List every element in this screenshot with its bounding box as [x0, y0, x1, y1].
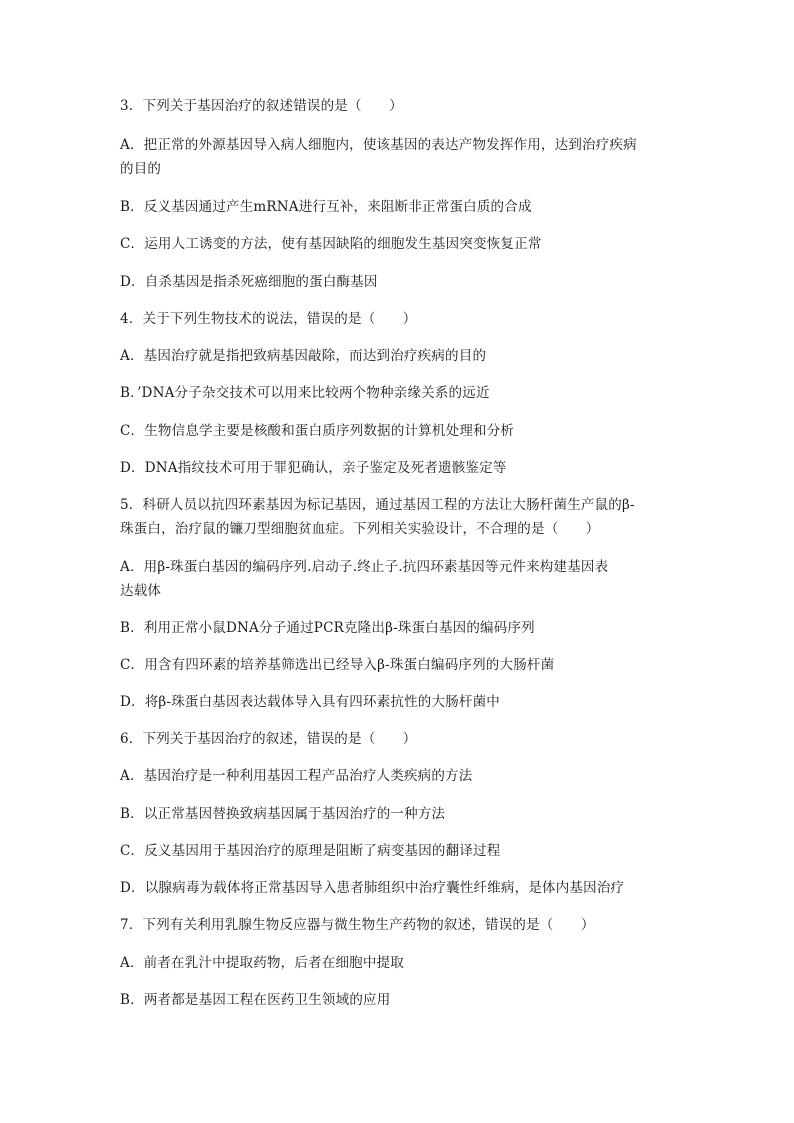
question-4-stem: 4．关于下列生物技术的说法，错误的是（ ） [120, 311, 417, 327]
question-7-stem: 7．下列有关利用乳腺生物反应器与微生物生产药物的叙述，错误的是（ ） [120, 917, 595, 933]
question-4-option-d: D．DNA指纹技术可用于罪犯确认，亲子鉴定及死者遗骸鉴定等 [120, 460, 507, 476]
question-6-option-a: A．基因治疗是一种利用基因工程产品治疗人类疾病的方法 [120, 768, 473, 784]
question-7-option-b: B．两者都是基因工程在医药卫生领域的应用 [120, 992, 391, 1008]
question-5-option-d: D．将β-珠蛋白基因表达载体导入具有四环素抗性的大肠杆菌中 [120, 694, 500, 710]
question-4-option-c: C．生物信息学主要是核酸和蛋白质序列数据的计算机处理和分析 [120, 423, 515, 439]
question-3-option-a-cont: 的目的 [120, 161, 162, 177]
question-5-option-a: A．用β-珠蛋白基因的编码序列.启动子.终止子.抗四环素基因等元件来构建基因表 [120, 559, 609, 575]
question-3-option-d: D．自杀基因是指杀死癌细胞的蛋白酶基因 [120, 274, 378, 290]
question-5-option-b: B．利用正常小鼠DNA分子通过PCR克隆出β-珠蛋白基因的编码序列 [120, 620, 535, 636]
question-4-option-a: A．基因治疗就是指把致病基因敲除，而达到治疗疾病的目的 [120, 348, 487, 364]
question-3-option-c: C．运用人工诱变的方法，使有基因缺陷的细胞发生基因突变恢复正常 [120, 236, 542, 252]
question-4-option-b: B．’DNA分子杂交技术可以用来比较两个物种亲缘关系的远近 [120, 385, 490, 401]
question-6-option-d: D．以腺病毒为载体将正常基因导入患者肺组织中治疗囊性纤维病，是体内基因治疗 [120, 880, 625, 896]
question-5-option-a-cont: 达载体 [120, 583, 162, 599]
question-5-stem: 5．科研人员以抗四环素基因为标记基因，通过基因工程的方法让大肠杆菌生产鼠的β- [120, 497, 635, 513]
question-7-option-a: A．前者在乳汁中提取药物，后者在细胞中提取 [120, 955, 404, 971]
question-6-stem: 6．下列关于基因治疗的叙述，错误的是（ ） [120, 731, 417, 747]
question-3-option-a: A．把正常的外源基因导入病人细胞内，使该基因的表达产物发挥作用，达到治疗疾病 [120, 137, 637, 153]
question-5-option-c: C．用含有四环素的培养基筛选出已经导入β-珠蛋白编码序列的大肠杆菌 [120, 657, 555, 673]
question-6-option-b: B．以正常基因替换致病基因属于基因治疗的一种方法 [120, 806, 446, 822]
question-6-option-c: C．反义基因用于基因治疗的原理是阻断了病变基因的翻译过程 [120, 843, 501, 859]
question-3-stem: 3．下列关于基因治疗的叙述错误的是（ ） [120, 98, 403, 114]
question-5-stem-cont: 珠蛋白，治疗鼠的镰刀型细胞贫血症。下列相关实验设计，不合理的是（ ） [120, 521, 600, 537]
question-3-option-b: B．反义基因通过产生mRNA进行互补，来阻断非正常蛋白质的合成 [120, 199, 532, 215]
